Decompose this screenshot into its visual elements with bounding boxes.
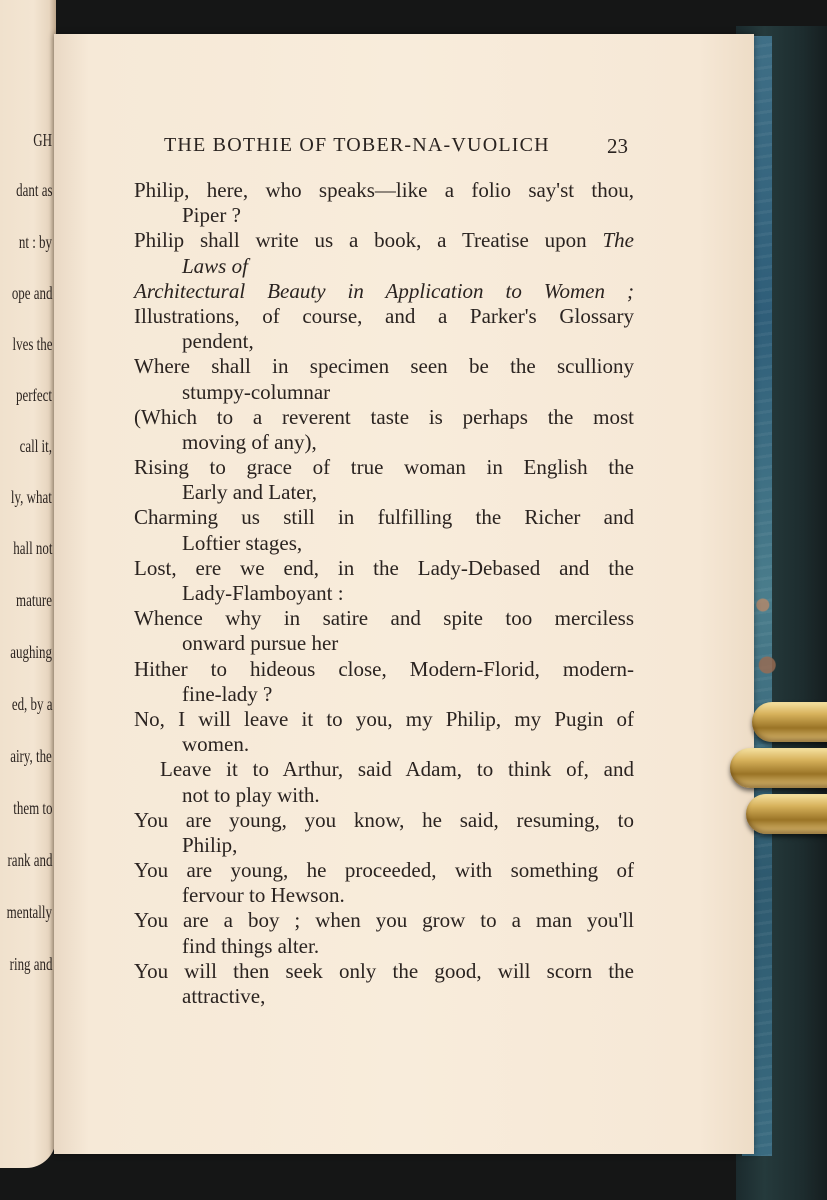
poem-line: No, I will leave it to you, my Philip, my Pugin of xyxy=(134,706,634,731)
poem-line: Philip, xyxy=(182,832,238,857)
left-page-fragment: aughing xyxy=(10,642,52,662)
left-page-fragment: nt : by xyxy=(18,232,52,252)
clasp-finger xyxy=(730,748,827,788)
poem-line: You will then seek only the good, will scorn the xyxy=(134,958,634,983)
poem-line: pendent, xyxy=(182,329,254,354)
poem-line-italic: The xyxy=(602,228,634,253)
left-page-fragment: call it, xyxy=(19,436,52,456)
poem-line: women. xyxy=(182,732,250,757)
poem-line: Leave it to Arthur, said Adam, to think of, and xyxy=(160,757,634,782)
poem-line: Charming us still in fulfilling the Richer and xyxy=(134,505,634,530)
left-page-fragment: GH xyxy=(33,130,52,150)
left-page-fragment: ring and xyxy=(9,954,52,974)
left-page-fragment: ed, by a xyxy=(11,694,52,714)
poem-line: Where shall in specimen seen be the sculliony xyxy=(134,354,634,379)
poem-line: stumpy-columnar xyxy=(182,379,331,404)
poem-line: find things alter. xyxy=(182,933,320,958)
left-page-fragment: mentally xyxy=(6,902,52,922)
page-number: 23 xyxy=(607,134,628,158)
poem-line: Laws of xyxy=(182,253,248,278)
poem-line: Illustrations, of course, and a Parker's Glossary xyxy=(134,303,634,328)
left-page-fragment: perfect xyxy=(16,385,52,405)
poem-line: fervour to Hewson. xyxy=(182,883,345,908)
left-page-fragment: ope and xyxy=(11,283,52,303)
left-page-fragment: airy, the xyxy=(10,746,52,766)
left-page-fragment: mature xyxy=(16,590,52,610)
poem-line: You are a boy ; when you grow to a man you'll xyxy=(134,908,634,933)
poem-line: Piper ? xyxy=(182,203,241,228)
poem-line: Early and Later, xyxy=(182,480,318,505)
poem-line: Lost, ere we end, in the Lady-Debased and the xyxy=(134,555,634,580)
poem-line: attractive, xyxy=(182,984,266,1008)
poem-line: Architectural Beauty in Application to Women ; xyxy=(134,278,634,303)
poem-line: onward pursue her xyxy=(182,631,339,656)
poem-line: (Which to a reverent taste is perhaps the most xyxy=(134,404,634,429)
poem-line: You are young, he proceeded, with something of xyxy=(134,858,634,883)
poem-line xyxy=(134,228,634,253)
left-page-fragment: hall not xyxy=(12,538,52,558)
poem-line: Lady-Flamboyant : xyxy=(182,581,344,605)
clasp-finger xyxy=(752,702,827,742)
poem-line: fine-lady ? xyxy=(182,681,273,706)
poem-line: Loftier stages, xyxy=(182,530,303,555)
clasp-finger xyxy=(746,794,827,834)
poem-line: You are young, you know, he said, resuming, to xyxy=(134,807,634,832)
poem-line: Rising to grace of true woman in English the xyxy=(134,455,634,480)
poem-line: moving of any), xyxy=(182,429,317,454)
brass-clasp xyxy=(722,702,827,842)
foxing-spots xyxy=(754,560,776,710)
book-page xyxy=(54,34,754,1154)
left-page-fragment: rank and xyxy=(7,850,52,870)
left-page-fragment: them to xyxy=(12,798,52,818)
poem-line: Philip, here, who speaks—like a folio say'st thou, xyxy=(134,178,634,202)
poem-line-text: Philip shall write us a book, a Treatise upon xyxy=(134,228,603,253)
poem-line: Hither to hideous close, Modern-Florid, modern- xyxy=(134,656,634,681)
left-page xyxy=(0,0,56,1168)
running-head: THE BOTHIE OF TOBER-NA-VUOLICH xyxy=(164,134,550,156)
poem-line: Whence why in satire and spite too merciless xyxy=(134,606,634,631)
left-page-fragment: dant as xyxy=(15,180,52,200)
left-page-fragment: lves the xyxy=(12,334,52,354)
poem-line: not to play with. xyxy=(182,782,320,807)
poem-text xyxy=(134,178,634,1009)
left-page-fragment: ly, what xyxy=(11,487,52,507)
